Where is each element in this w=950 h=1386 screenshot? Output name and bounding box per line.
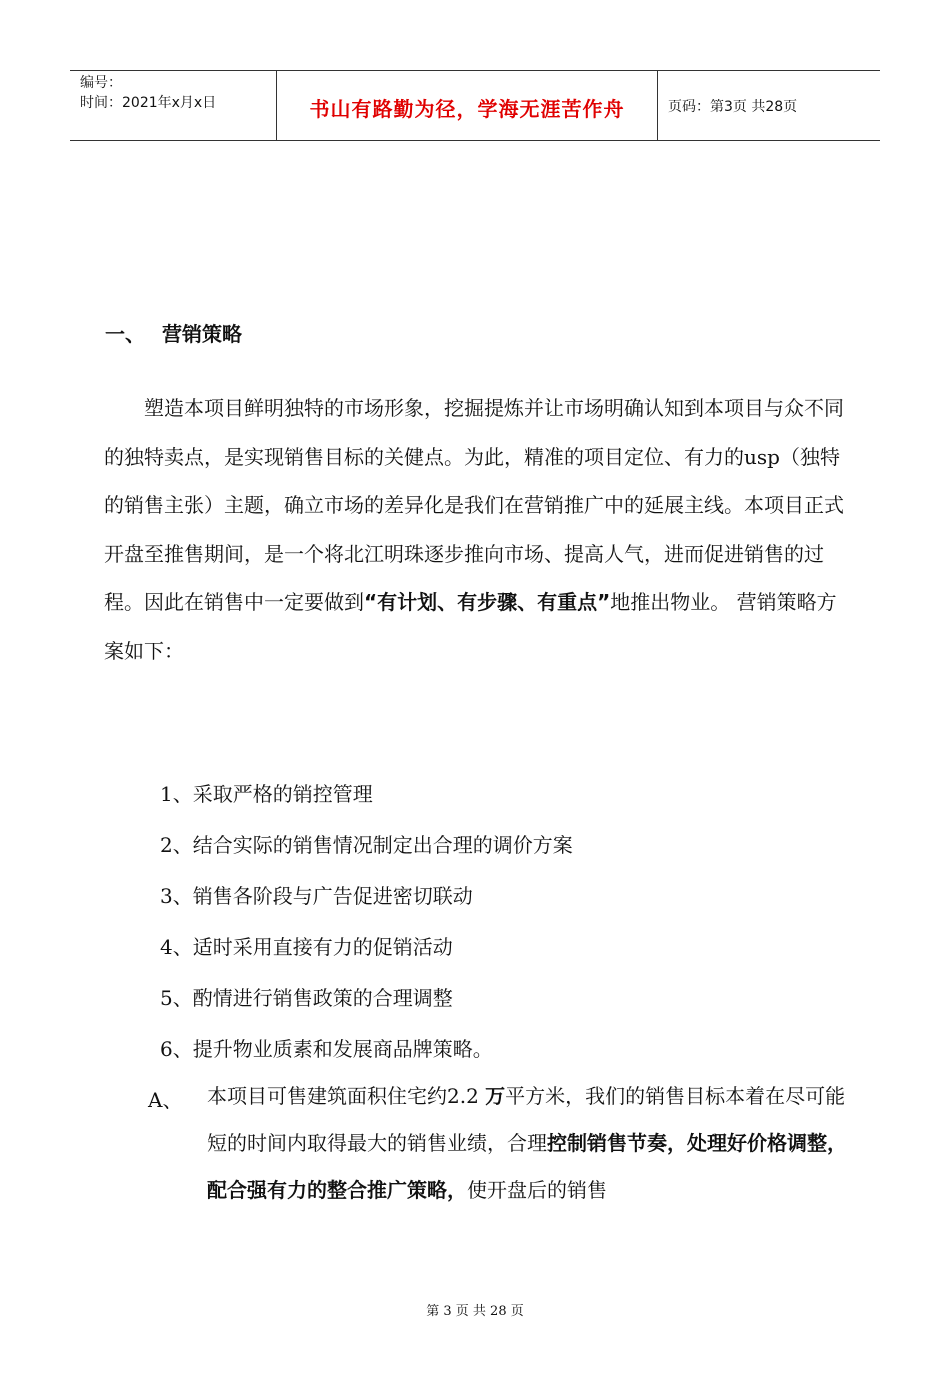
section-number: 一、 [105,322,145,346]
page-info: 页码：第3页 共28页 [668,99,798,115]
header-meta-cell [70,71,277,140]
intro-text: 塑造本项目鲜明独特的市场形象，挖掘提炼并让市场明确认知到本项目与众不同的独特卖点，是实现销售目标的关健点。为此，精准的项目定位、有力的usp（独特的销售主张）主题，确立市场的差异化是我们在营销推广中的延展主线。本项目正式开盘至推售期间，是一个将北江明珠逐步推向市场、提高人气，进而促进销售的过程。因此在销售中一定要做到 [104,396,844,614]
strategy-item: 1、采取严格的销控管理 [160,782,373,806]
page-footer: 第 3 页 共 28 页 [426,1304,524,1319]
section-a-bold-2: 控制销售节奏，处理好价格调整，配合强有力的整合推广策略， [207,1131,847,1202]
strategy-item: 2、结合实际的销售情况制定出合理的调价方案 [160,833,573,857]
strategy-item: 3、销售各阶段与广告促进密切联动 [160,884,473,908]
strategy-item: 4、适时采用直接有力的促销活动 [160,935,453,959]
intro-emphasis: “有计划、有步骤、有重点” [364,590,611,614]
motto-text: 书山有路勤为径，学海无涯苦作舟 [309,97,625,121]
strategy-item: 6、提升物业质素和发展商品牌策略。 [160,1037,493,1061]
strategy-item: 5、酌情进行销售政策的合理调整 [160,986,453,1010]
header-motto-cell [277,71,658,140]
section-a-text-1: 本项目可售建筑面积住宅约2.2 [207,1084,486,1108]
section-a-label: A、 [148,1088,183,1112]
section-title: 营销策略 [162,322,242,346]
section-a-paragraph [207,1073,857,1214]
section-heading [105,318,242,347]
document-header [70,70,880,141]
intro-paragraph [104,384,848,675]
section-a-text-2: 平方米，我们的销售目标本着在尽可能短的时间内取得最大的销售业绩，合理 [207,1084,846,1155]
section-a-bold-1: 万 [485,1084,506,1108]
doc-number-label: 编号： [80,75,122,91]
section-a-text-3: 使开盘后的销售 [467,1178,607,1202]
header-page-cell [658,71,880,140]
intro-tail: 地推出物业。 营销策略方案如下： [104,590,837,663]
time-label: 时间：2021年x月x日 [80,95,217,111]
